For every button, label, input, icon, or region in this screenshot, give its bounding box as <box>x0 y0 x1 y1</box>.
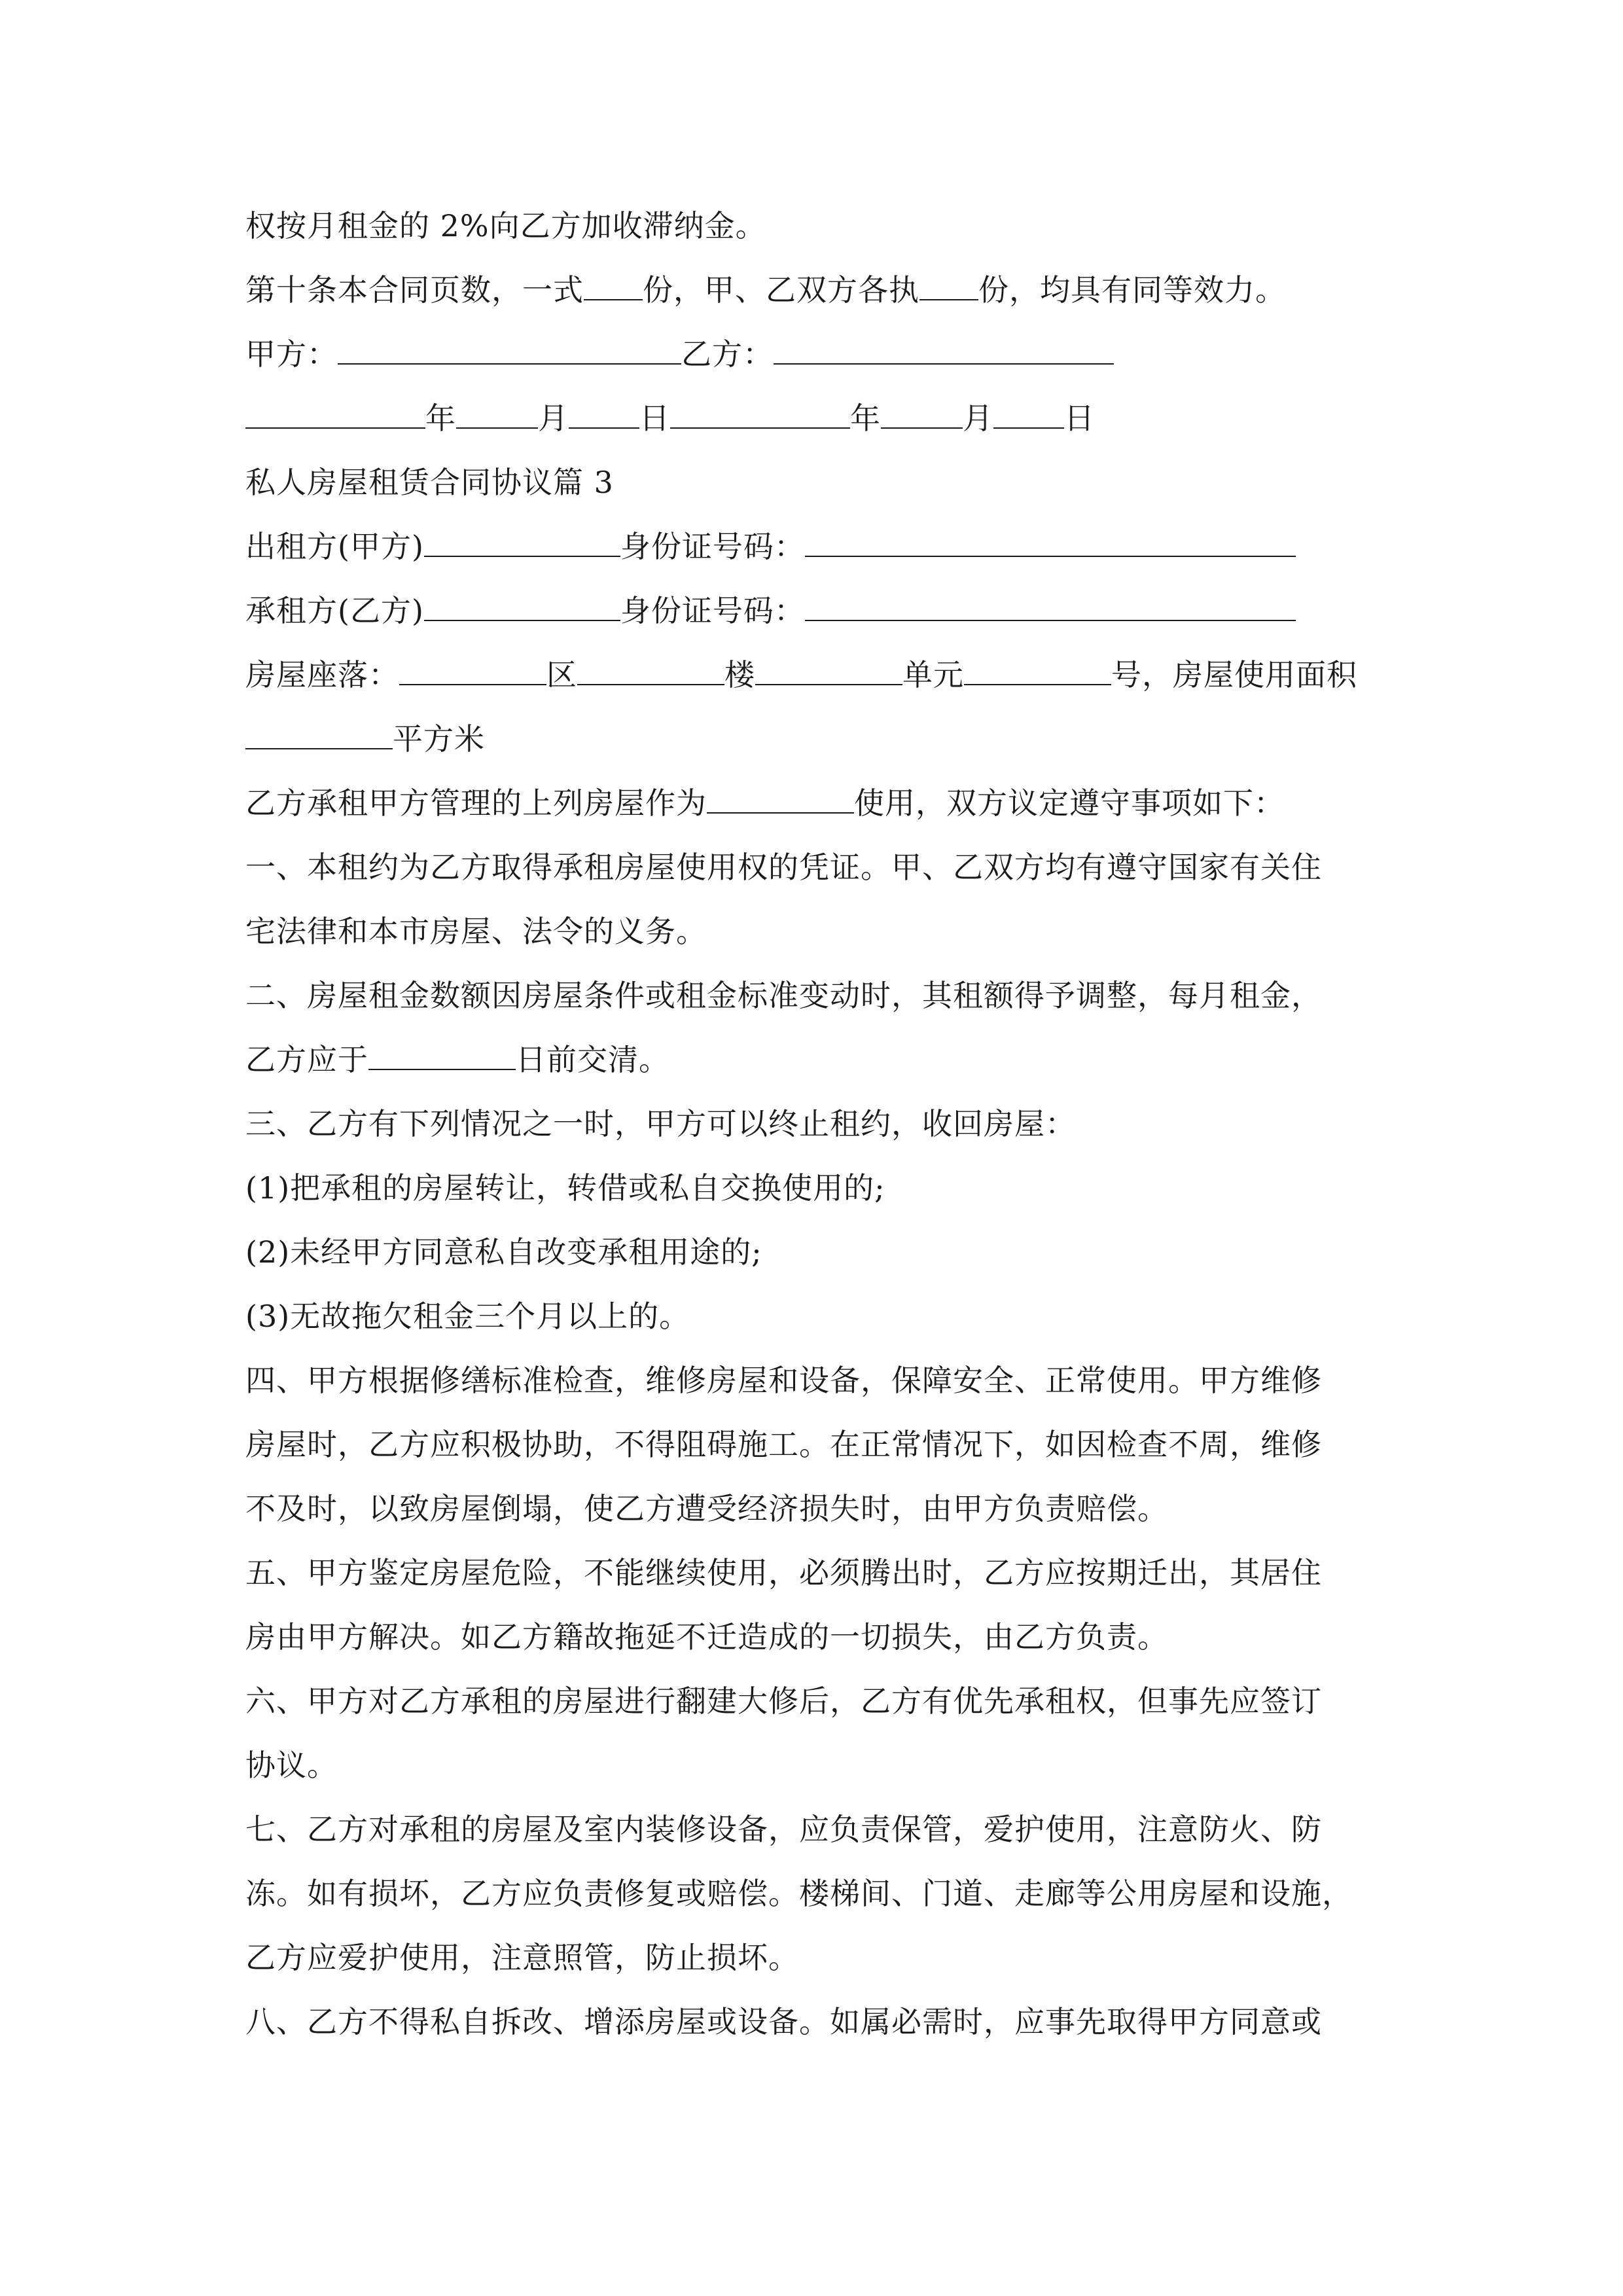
signature-line <box>245 334 1391 374</box>
text-line <box>245 206 1391 245</box>
day-blank <box>569 399 639 429</box>
text-line <box>245 1040 1391 1079</box>
text-line <box>245 1489 1391 1528</box>
blank-field <box>964 655 1111 685</box>
text-line <box>245 912 1391 951</box>
text: 协议。 <box>245 1748 338 1783</box>
blank-field <box>584 270 643 300</box>
text: 楼 <box>724 657 755 692</box>
text: 房由甲方解决。如乙方籍故拖延不迁造成的一切损失，由乙方负责。 <box>245 1619 1168 1655</box>
text-line <box>245 1425 1391 1464</box>
text: 不及时，以致房屋倒塌，使乙方遭受经济损失时，由甲方负责赔偿。 <box>245 1491 1168 1526</box>
text: 私人房屋租赁合同协议篇 3 <box>245 465 614 500</box>
blank-field <box>399 655 546 685</box>
party-b-label: 乙方： <box>681 336 774 372</box>
text-line <box>245 591 1391 630</box>
text: 六、甲方对乙方承租的房屋进行翻建大修后，乙方有优先承租权，但事先应签订 <box>245 1683 1322 1719</box>
text: 三、乙方有下列情况之一时，甲方可以终止租约，收回房屋： <box>245 1106 1076 1141</box>
text-line <box>245 1746 1391 1785</box>
text: 使用，双方议定遵守事项如下： <box>854 785 1285 821</box>
text: (2)未经甲方同意私自改变承租用途的; <box>245 1234 762 1270</box>
year-blank <box>670 399 850 429</box>
text: 区 <box>546 657 577 692</box>
blank-field <box>707 783 854 814</box>
text: 日前交清。 <box>516 1042 669 1077</box>
text: 八、乙方不得私自拆改、增添房屋或设备。如属必需时，应事先取得甲方同意或 <box>245 2004 1322 2039</box>
id-label: 身份证号码： <box>620 529 805 564</box>
text: 二、房屋租金数额因房屋条件或租金标准变动时，其租额得予调整，每月租金， <box>245 978 1322 1013</box>
text-line <box>245 1297 1391 1336</box>
id-blank <box>805 591 1296 621</box>
date-line <box>245 399 1391 438</box>
text-line <box>245 655 1391 694</box>
text-line <box>245 2002 1391 2041</box>
lessee-label: 承租方(乙方) <box>245 593 424 628</box>
id-label: 身份证号码： <box>620 593 805 628</box>
text: 冻。如有损坏，乙方应负责修复或赔偿。楼梯间、门道、走廊等公用房屋和设施， <box>245 1876 1353 1911</box>
text-line <box>245 1617 1391 1657</box>
text: 乙方应爱护使用，注意照管，防止损坏。 <box>245 1940 799 1975</box>
month-label: 月 <box>963 401 993 436</box>
text: 权按月租金的 2%向乙方加收滞纳金。 <box>245 208 766 243</box>
id-blank <box>805 527 1296 557</box>
day-blank <box>993 399 1064 429</box>
month-label: 月 <box>538 401 569 436</box>
text: 五、甲方鉴定房屋危险，不能继续使用，必须腾出时，乙方应按期迁出，其居住 <box>245 1555 1322 1590</box>
text: 乙方承租甲方管理的上列房屋作为 <box>245 785 707 821</box>
text: 单元 <box>902 657 964 692</box>
text-line <box>245 1938 1391 1977</box>
text: 七、乙方对承租的房屋及室内装修设备，应负责保管，爱护使用，注意防火、防 <box>245 1812 1322 1847</box>
text: 一、本租约为乙方取得承租房屋使用权的凭证。甲、乙双方均有遵守国家有关住 <box>245 850 1322 885</box>
year-label: 年 <box>425 401 456 436</box>
text: 四、甲方根据修缮标准检查，维修房屋和设备，保障安全、正常使用。甲方维修 <box>245 1363 1322 1398</box>
text-line <box>245 1232 1391 1272</box>
text: (3)无故拖欠租金三个月以上的。 <box>245 1299 690 1334</box>
text-line <box>245 1104 1391 1143</box>
text: 份，均具有同等效力。 <box>978 272 1286 308</box>
text-line <box>245 848 1391 887</box>
text: (1)把承租的房屋转让，转借或私自交换使用的; <box>245 1170 885 1206</box>
blank-field <box>919 270 978 300</box>
text-line <box>245 1874 1391 1913</box>
section-title <box>245 463 1391 502</box>
text: 乙方应于 <box>245 1042 368 1077</box>
text: 房屋座落： <box>245 657 399 692</box>
text-line <box>245 1681 1391 1721</box>
text: 第十条本合同页数，一式 <box>245 272 584 308</box>
area-blank <box>245 719 393 749</box>
party-b-blank <box>774 334 1114 365</box>
month-blank <box>881 399 963 429</box>
text: 号，房屋使用面积 <box>1111 657 1357 692</box>
text-line <box>245 270 1391 310</box>
text-line <box>245 1361 1391 1400</box>
month-blank <box>456 399 538 429</box>
text-line <box>245 976 1391 1015</box>
blank-field <box>755 655 902 685</box>
blank-field <box>577 655 724 685</box>
text-line <box>245 527 1391 566</box>
blank-field <box>368 1040 516 1070</box>
party-a-label: 甲方： <box>245 336 338 372</box>
text-line <box>245 1810 1391 1849</box>
text-line <box>245 719 1391 759</box>
text: 宅法律和本市房屋、法令的义务。 <box>245 914 707 949</box>
day-label: 日 <box>1064 401 1095 436</box>
lessee-blank <box>424 591 620 621</box>
lessor-label: 出租方(甲方) <box>245 529 424 564</box>
lessor-blank <box>424 527 620 557</box>
year-label: 年 <box>850 401 881 436</box>
text: 房屋时，乙方应积极协助，不得阻碍施工。在正常情况下，如因检查不周，维修 <box>245 1427 1322 1462</box>
party-a-blank <box>338 334 681 365</box>
text-line <box>245 1553 1391 1592</box>
text-line <box>245 1168 1391 1208</box>
day-label: 日 <box>639 401 670 436</box>
text: 平方米 <box>393 721 485 757</box>
text: 份，甲、乙双方各执 <box>643 272 919 308</box>
text-line <box>245 783 1391 823</box>
year-blank <box>245 399 425 429</box>
